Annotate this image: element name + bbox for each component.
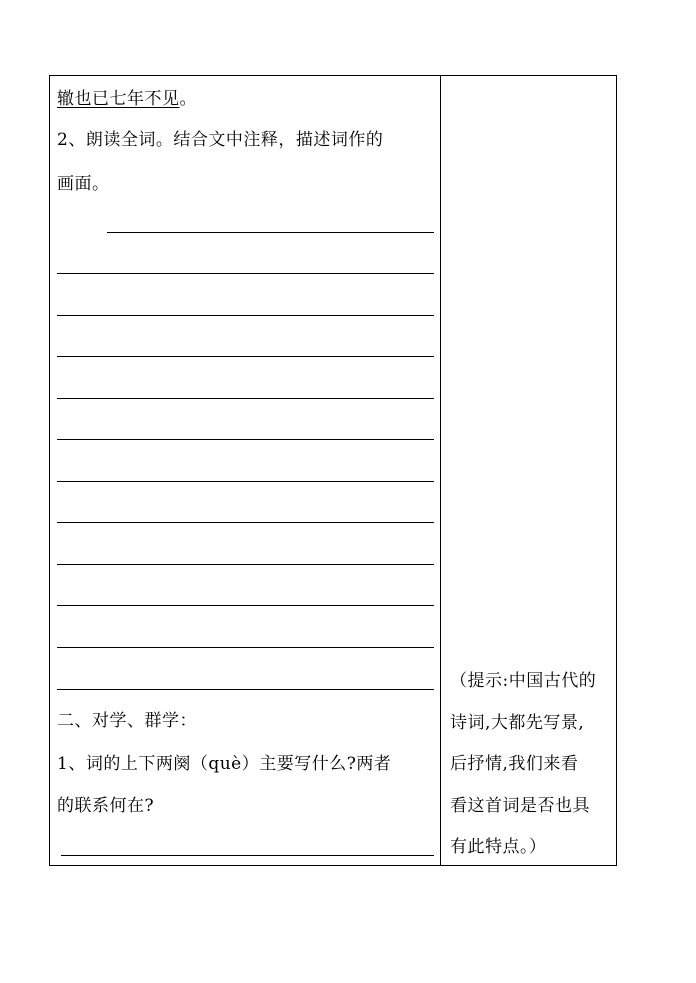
answer-line[interactable] — [57, 398, 434, 399]
hint-line-3: 后抒情,我们来看 — [450, 754, 579, 774]
underlined-text: 辙也已七年不见 — [57, 89, 180, 109]
answer-line[interactable] — [107, 232, 434, 233]
answer-line[interactable] — [57, 273, 434, 274]
answer-line[interactable] — [57, 647, 434, 648]
task-2-prompt-line-2: 画面。 — [57, 174, 110, 194]
hint-line-5: 有此特点。） — [450, 837, 547, 857]
section-2-heading: 二、对学、群学： — [57, 711, 197, 731]
task-2-prompt-line-1: 2、朗读全词。结合文中注释，描述词作的 — [57, 130, 384, 150]
column-divider — [440, 76, 441, 865]
answer-line[interactable] — [57, 689, 434, 690]
answer-line[interactable] — [57, 439, 434, 440]
worksheet-table — [49, 75, 617, 866]
task-3-prompt-line-2: 的联系何在? — [57, 796, 155, 816]
answer-line[interactable] — [57, 356, 434, 357]
answer-line[interactable] — [57, 315, 434, 316]
hint-line-2: 诗词,大都先写景, — [450, 713, 585, 733]
answer-line[interactable] — [57, 564, 434, 565]
sentence-end: 。 — [179, 89, 197, 109]
answer-line[interactable] — [61, 855, 434, 856]
task-3-prompt-line-1: 1、词的上下两阕（què）主要写什么?两者 — [57, 754, 392, 774]
answer-line[interactable] — [57, 481, 434, 482]
answer-line[interactable] — [57, 522, 434, 523]
answer-line[interactable] — [57, 605, 434, 606]
hint-line-1: （提示:中国古代的 — [450, 671, 597, 691]
previous-text-continuation — [57, 88, 197, 110]
hint-line-4: 看这首词是否也具 — [450, 796, 590, 816]
